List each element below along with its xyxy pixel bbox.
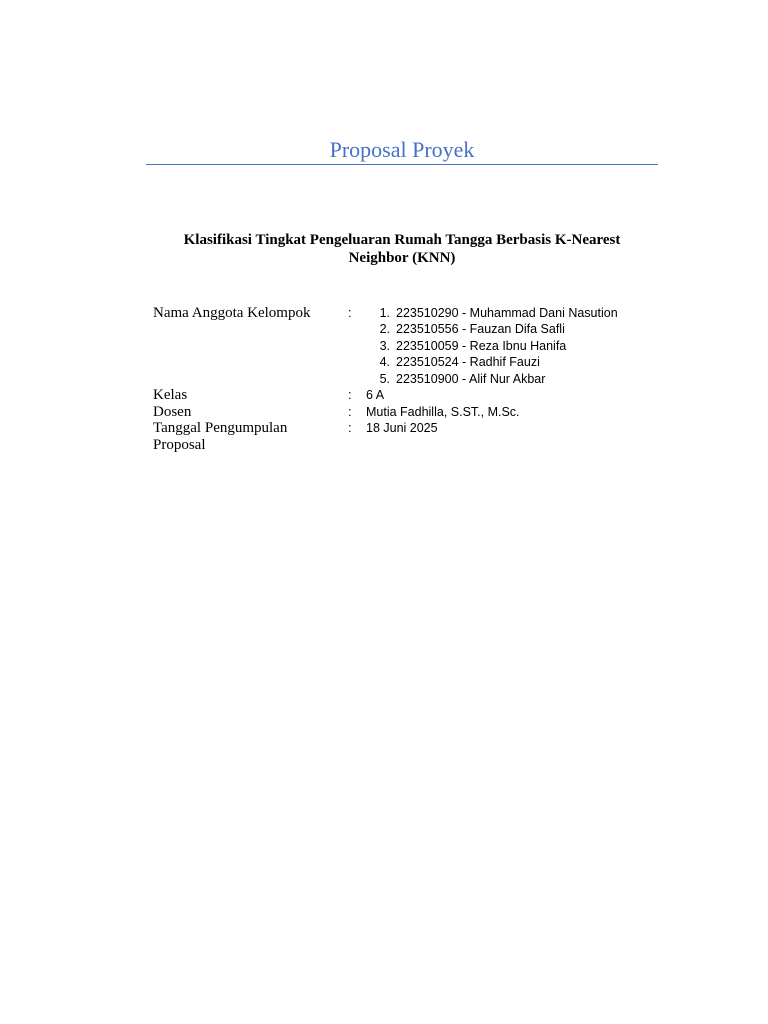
- tanggal-row: [153, 420, 653, 453]
- list-number: 5.: [379, 371, 390, 386]
- member-name: 223510556 - Fauzan Difa Safli: [396, 322, 565, 337]
- list-item: [366, 321, 653, 337]
- tanggal-value: 18 Juni 2025: [366, 421, 438, 436]
- list-item: [366, 371, 653, 387]
- list-item: [366, 305, 653, 321]
- members-separator: :: [348, 305, 352, 320]
- info-table: [153, 305, 653, 453]
- list-item: [366, 354, 653, 370]
- tanggal-label: [153, 420, 348, 453]
- list-number: 3.: [379, 338, 390, 353]
- title-underline: [146, 164, 658, 165]
- member-name: 223510524 - Radhif Fauzi: [396, 355, 540, 370]
- project-title: Klasifikasi Tingkat Pengeluaran Rumah Tangga Berbasis K-Nearest Neighbor (KNN): [183, 232, 621, 266]
- members-label: Nama Anggota Kelompok: [153, 305, 311, 321]
- member-name: 223510059 - Reza Ibnu Hanifa: [396, 338, 567, 353]
- kelas-value: 6 A: [366, 388, 385, 403]
- member-name: 223510290 - Muhammad Dani Nasution: [396, 306, 618, 320]
- tanggal-label-text: Tanggal Pengumpulan Proposal: [153, 420, 288, 453]
- kelas-row: [153, 387, 653, 404]
- dosen-separator: :: [348, 403, 352, 419]
- page-title: Proposal Proyek: [329, 137, 475, 162]
- dosen-row: [153, 404, 653, 421]
- kelas-label: Kelas: [153, 387, 188, 404]
- dosen-value: Mutia Fadhilla, S.ST., M.Sc.: [366, 404, 520, 419]
- list-number: 1.: [379, 306, 390, 320]
- dosen-label: Dosen: [153, 403, 192, 420]
- tanggal-separator: :: [348, 420, 352, 436]
- kelas-separator: :: [348, 387, 352, 403]
- list-number: 2.: [379, 322, 390, 337]
- list-number: 4.: [379, 355, 390, 370]
- members-row: [153, 305, 653, 387]
- member-name: 223510900 - Alif Nur Akbar: [396, 371, 546, 386]
- list-item: [366, 338, 653, 354]
- members-value: [366, 305, 653, 387]
- member-list: [366, 305, 653, 387]
